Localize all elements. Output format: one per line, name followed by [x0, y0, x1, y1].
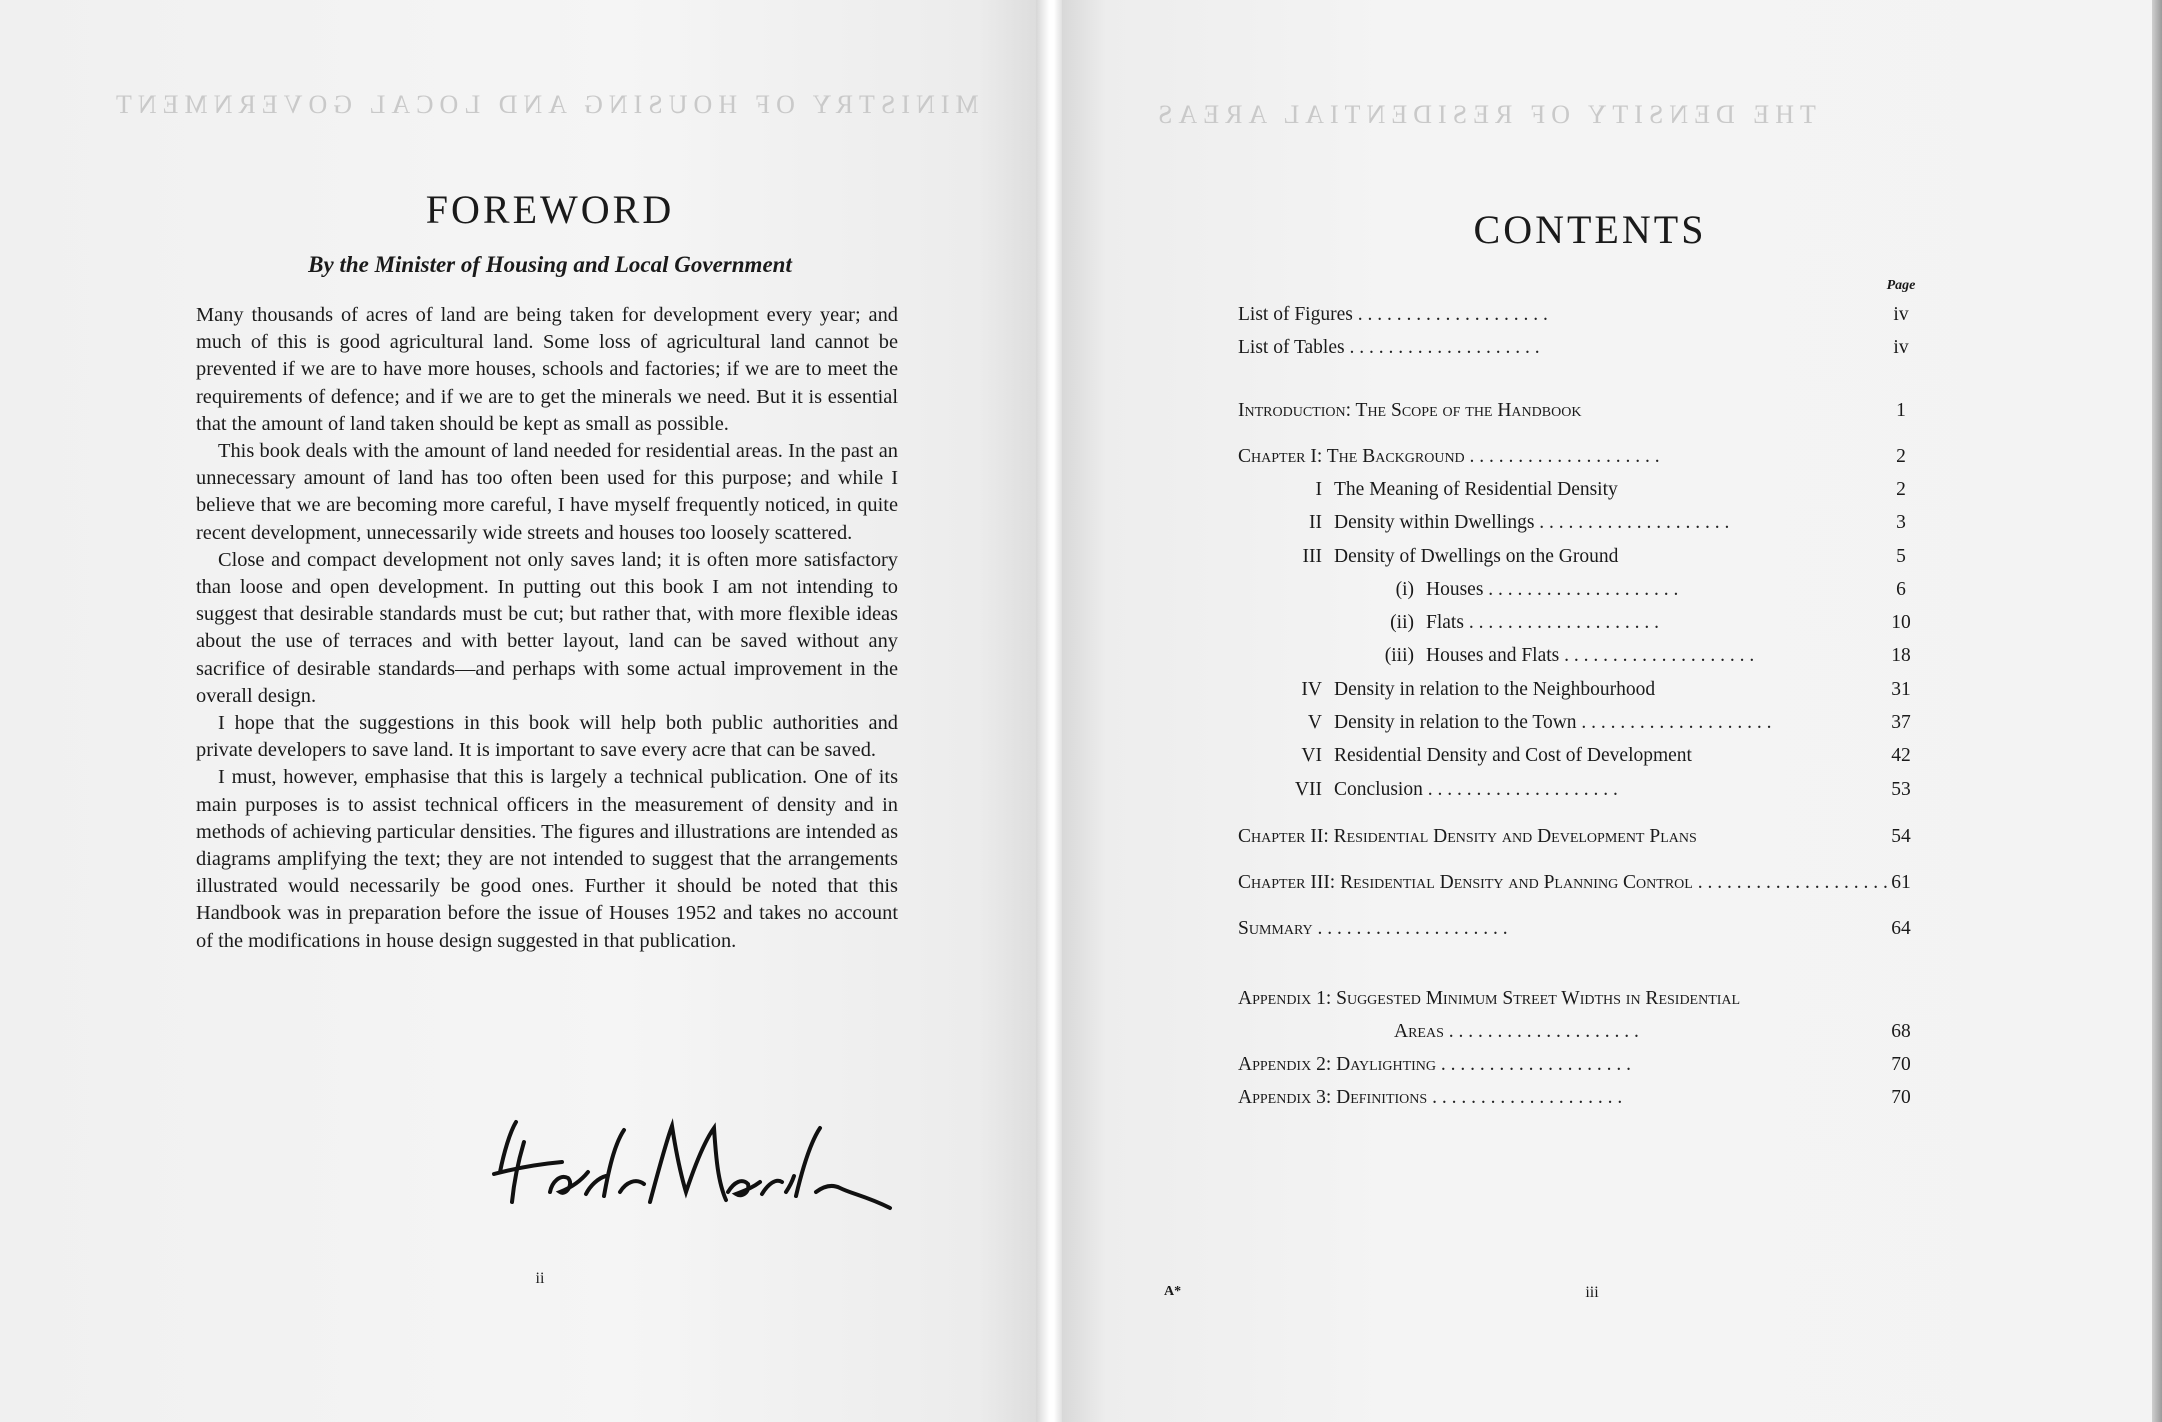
toc-page-number: 53 [1891, 779, 1911, 800]
foreword-paragraph: I hope that the suggestions in this book will help both public authorities and private developers to save land. It is important to save every acre that can be saved. [196, 712, 898, 762]
signature-image [490, 1112, 900, 1222]
toc-entry-appendix-2[interactable]: Appendix 2: Daylighting . . . . . . . . . . . . . . . . . . . . [1238, 1054, 1632, 1075]
page-number-right: iii [1585, 1284, 1599, 1301]
foreword-paragraph: Close and compact development not only saves land; it is often more satisfactory than loose and open development. In putting out this book I am not intending to suggest that desirable standards must be cut; but rather that, with more flexible ideas about the use of terraces and with better layout, land can be saved without any sacrifice of desirable standards—and perhaps with some actual improvement in the overall design. [196, 548, 898, 707]
toc-entry-introduction[interactable]: Introduction: The Scope of the Handbook [1238, 400, 1582, 421]
foreword-paragraph: This book deals with the amount of land needed for residential areas. In the past an unnecessary amount of land has too often been used for this purpose; and while I believe that we are becoming more careful, I have myself frequently noticed, in quite recent development, unnecessarily wide streets and houses too loosely scattered. [196, 440, 898, 544]
toc-page-number: 42 [1891, 745, 1911, 766]
toc-entry-section-5[interactable]: V Density in relation to the Town . . . . . . . . . . . . . . . . . . . . [1307, 712, 1772, 733]
toc-page-number: 54 [1891, 826, 1911, 847]
show-through-text-right: THE DENSITY OF RESIDENTIAL AREAS [1152, 100, 1816, 129]
foreword-paragraph: Many thousands of acres of land are being taken for development every year; and much of this is good agricultural land. Some loss of agricultural land cannot be prevented if we are to have more houses, schools and factories; if we are to meet the requirements of defence; and if we are to get the minerals we need. But it is essential that the amount of land taken should be kept as small as possible. [196, 304, 898, 435]
page-edge [2152, 0, 2162, 1422]
toc-entry-houses-and-flats[interactable]: (iii) Houses and Flats . . . . . . . . . . . . . . . . . . . . [1384, 645, 1755, 666]
page-column-heading: Page [1886, 278, 1916, 293]
toc-page-number: 18 [1891, 645, 1911, 666]
page-number-left: ii [535, 1270, 545, 1287]
toc-page-number: 61 [1891, 872, 1911, 893]
toc-entry-houses[interactable]: (i) Houses . . . . . . . . . . . . . . . . . . . . [1395, 579, 1679, 600]
toc-entry-appendix-3[interactable]: Appendix 3: Definitions . . . . . . . . . . . . . . . . . . . . [1238, 1087, 1623, 1108]
toc-entry-chapter-3[interactable]: Chapter III: Residential Density and Planning Control . . . . . . . . . . . . . . . . . . . . [1238, 872, 1888, 893]
toc-entry-list-of-figures[interactable]: List of Figures . . . . . . . . . . . . . . . . . . . . [1238, 304, 1548, 325]
toc-entry-chapter-1[interactable]: Chapter I: The Background . . . . . . . . . . . . . . . . . . . . [1238, 446, 1660, 467]
toc-page-number: 37 [1891, 712, 1911, 733]
toc-entry-section-4[interactable]: IV Density in relation to the Neighbourhood [1301, 679, 1656, 700]
toc-entry-section-2[interactable]: II Density within Dwellings . . . . . . . . . . . . . . . . . . . . [1309, 512, 1730, 533]
toc-page-number: 5 [1896, 546, 1906, 567]
toc-entry-section-7[interactable]: VII Conclusion . . . . . . . . . . . . . . . . . . . . [1294, 779, 1618, 800]
foreword-paragraph: I must, however, emphasise that this is largely a technical publication. One of its main purposes is to assist technical officers in the measurement of density and in methods of achieving particular densities. The figures and illustrations are intended as diagrams amplifying the text; they are not intended to suggest that the arrangements illustrated would necessarily be good ones. Further it should be noted that this Handbook was in preparation before the issue of Houses 1952 and takes no account of the modifications in house design suggested in that publication. [196, 766, 898, 952]
toc-page-number: iv [1893, 337, 1909, 358]
toc-page-number: 70 [1891, 1087, 1911, 1108]
foreword-subtitle: By the Minister of Housing and Local Government [308, 252, 792, 277]
toc-entry-section-3[interactable]: III Density of Dwellings on the Ground [1302, 546, 1619, 567]
toc-page-number: 2 [1896, 446, 1906, 467]
toc-page-number: 6 [1896, 579, 1906, 600]
toc-entry-chapter-2[interactable]: Chapter II: Residential Density and Development Plans [1238, 826, 1697, 847]
signature-mark: A* [1164, 1284, 1182, 1299]
show-through-text: MINISTRY OF HOUSING AND LOCAL GOVERNMENT [110, 90, 979, 119]
toc-entry-flats[interactable]: (ii) Flats . . . . . . . . . . . . . . . . . . . . [1390, 612, 1659, 633]
toc-entry-appendix-1-cont[interactable]: Areas . . . . . . . . . . . . . . . . . . . . [1394, 1021, 1639, 1042]
toc-page-number: 2 [1896, 479, 1906, 500]
contents-title: CONTENTS [1473, 207, 1707, 252]
foreword-title: FOREWORD [425, 187, 675, 232]
toc-page-number: 3 [1896, 512, 1906, 533]
toc-entry-section-6[interactable]: VI Residential Density and Cost of Development [1301, 745, 1692, 766]
toc-page-number: 70 [1891, 1054, 1911, 1075]
toc-entry-appendix-1[interactable]: Appendix 1: Suggested Minimum Street Widths in Residential [1238, 988, 1741, 1009]
toc-entry-summary[interactable]: Summary . . . . . . . . . . . . . . . . . . . . [1238, 918, 1508, 939]
toc-page-number: 31 [1891, 679, 1911, 700]
toc-page-number: 64 [1891, 918, 1911, 939]
toc-page-number: 10 [1891, 612, 1911, 633]
toc-entry-section-1[interactable]: I The Meaning of Residential Density [1315, 479, 1618, 500]
toc-page-number: iv [1893, 304, 1909, 325]
toc-entry-list-of-tables[interactable]: List of Tables . . . . . . . . . . . . . . . . . . . . [1238, 337, 1540, 358]
toc-page-number: 1 [1896, 400, 1906, 421]
toc-page-number: 68 [1891, 1021, 1911, 1042]
foreword-body [196, 302, 898, 955]
